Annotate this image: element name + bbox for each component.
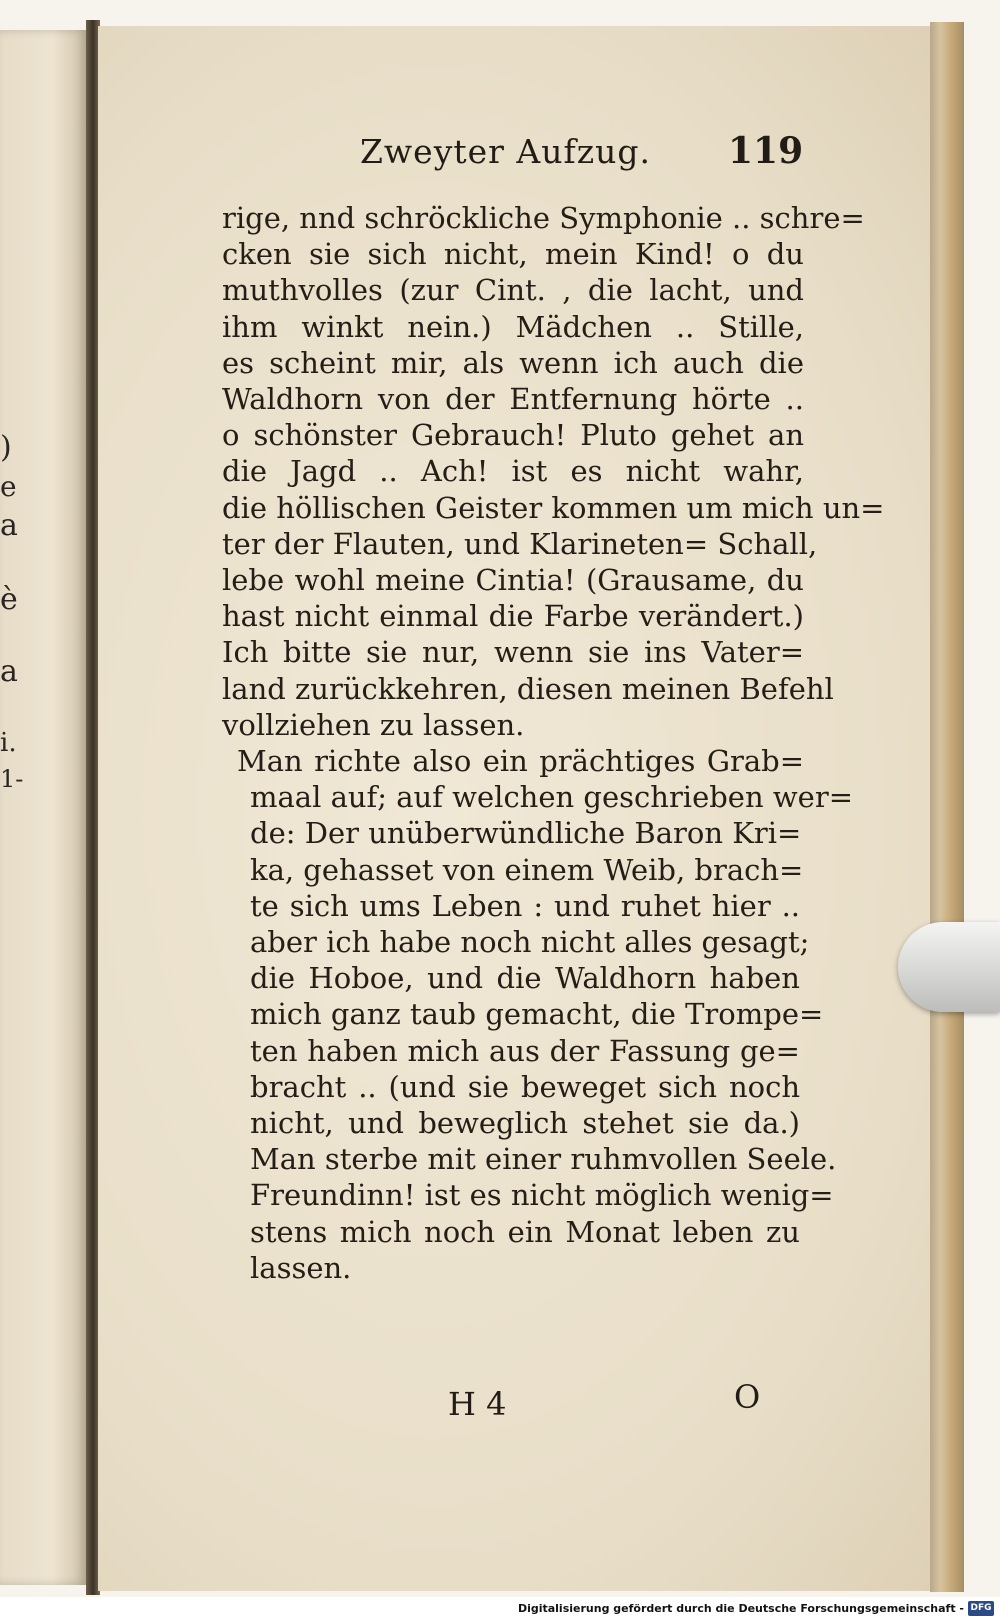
text-line: stens mich noch ein Monat leben zu [250, 1214, 800, 1249]
left-page-fragment: 1- [0, 765, 24, 793]
left-page-fragment: è [0, 582, 18, 617]
text-line: muthvolles (zur Cint. , die lacht, und [222, 273, 804, 308]
text-line: te sich ums Leben : und ruhet hier .. [250, 888, 800, 923]
running-head: Zweyter Aufzug. [360, 132, 651, 171]
text-line: die Jagd .. Ach! ist es nicht wahr, [222, 454, 804, 489]
text-line: die Hoboe, und die Waldhorn haben [250, 961, 800, 996]
left-page-fragment: e [0, 470, 17, 503]
text-line: Waldhorn von der Entfernung hörte .. [222, 382, 804, 416]
page-stack-edge [930, 22, 964, 1592]
text-line: Man sterbe mit einer ruhmvollen Seele. [250, 1142, 837, 1177]
page-number: 119 [728, 130, 804, 172]
left-page-fragment: ) [0, 430, 12, 465]
footer-credit: Digitalisierung gefördert durch die Deutsche Forschungsgemeinschaft - [517, 1602, 964, 1615]
left-page-fragment: i. [0, 728, 17, 758]
text-line: Man richte also ein prächtiges Grab= [237, 744, 804, 778]
text-line: o schönster Gebrauch! Pluto gehet an [222, 418, 804, 453]
text-line: cken sie sich nicht, mein Kind! o du [222, 237, 804, 272]
text-line: nicht, und beweglich stehet sie da.) [250, 1106, 800, 1140]
dfg-logo: DFG [968, 1601, 994, 1616]
text-line: die höllischen Geister kommen um mich un= [222, 490, 885, 525]
text-line: lassen. [250, 1250, 352, 1285]
text-line: lebe wohl meine Cintia! (Grausame, du [222, 563, 804, 597]
text-line: es scheint mir, als wenn ich auch die [222, 345, 804, 380]
text-line: ter der Flauten, und Klarineten= Schall, [222, 526, 818, 561]
text-line: ka, gehasset von einem Weib, brach= [250, 852, 804, 887]
text-line: land zurückkehren, diesen meinen Befehl [222, 671, 834, 706]
text-line: de: Der unüberwündliche Baron Kri= [250, 816, 802, 851]
left-page-fragment: a [0, 508, 18, 543]
text-line: rige, nnd schröckliche Symphonie .. schre= [222, 201, 865, 235]
text-line: mich ganz taub gemacht, die Trompe= [250, 997, 824, 1032]
text-line: Ich bitte sie nur, wenn sie ins Vater= [222, 635, 804, 670]
text-line: maal auf; auf welchen geschrieben wer= [250, 780, 854, 815]
text-line: hast nicht einmal die Farbe verändert.) [222, 599, 804, 634]
text-line: ihm winkt nein.) Mädchen .. Stille, [222, 309, 804, 344]
text-line: ten haben mich aus der Fassung ge= [250, 1033, 800, 1068]
left-page-fragment: a [0, 654, 18, 689]
text-line: Freundinn! ist es nicht möglich wenig= [250, 1178, 834, 1213]
text-line: vollziehen zu lassen. [222, 707, 525, 742]
page-clip [898, 922, 1000, 1012]
text-line: bracht .. (und sie beweget sich noch [250, 1069, 800, 1104]
catchword: O [734, 1378, 761, 1416]
signature-mark: H 4 [448, 1385, 507, 1423]
left-page-edge [0, 30, 88, 1585]
text-line: aber ich habe noch nicht alles gesagt; [250, 925, 810, 959]
